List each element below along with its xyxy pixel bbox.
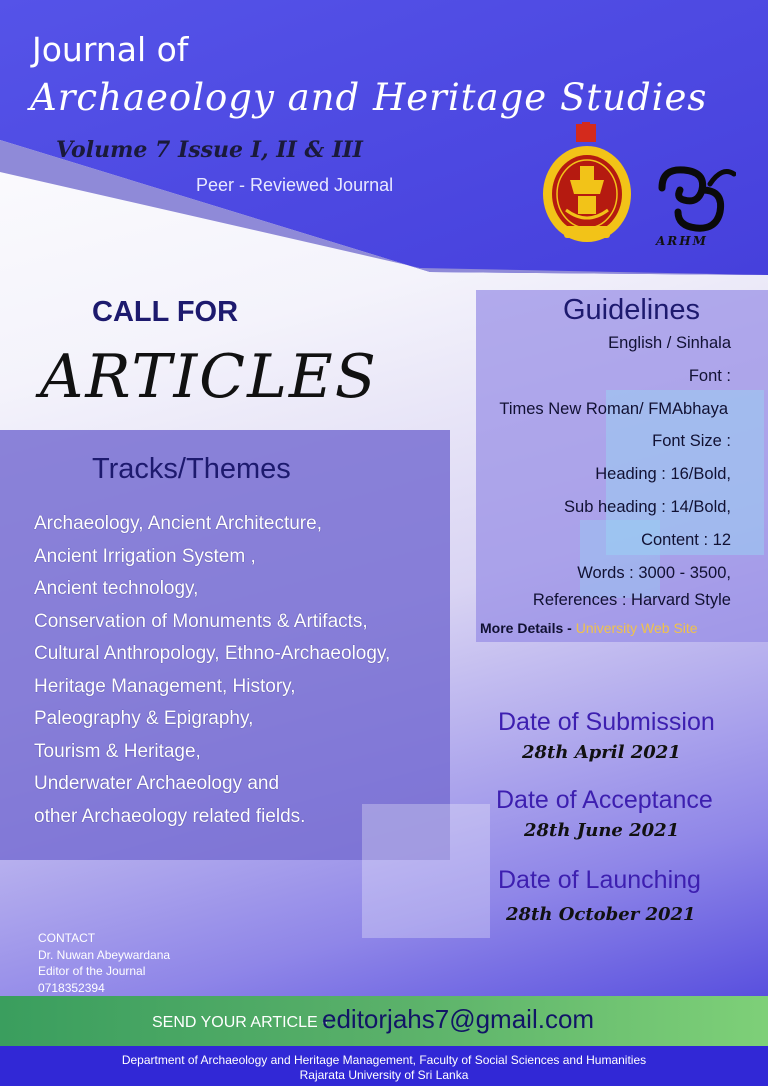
track-item: Heritage Management, History, xyxy=(34,675,296,697)
arhm-logo-text: ARHM xyxy=(656,234,708,248)
track-item: Ancient Irrigation System , xyxy=(34,545,256,567)
contact-block xyxy=(38,930,170,996)
peer-reviewed-label: Peer - Reviewed Journal xyxy=(196,175,394,195)
more-details xyxy=(480,620,698,636)
submission-date-value: 28th April 2021 xyxy=(522,742,681,763)
tracks-heading: Tracks/Themes xyxy=(92,453,291,485)
track-item: Tourism & Heritage, xyxy=(34,740,201,762)
contact-name: Dr. Nuwan Abeywardana xyxy=(38,947,171,962)
guideline-font-size-label: Font Size : xyxy=(652,432,731,450)
submission-email[interactable]: editorjahs7@gmail.com xyxy=(322,1004,595,1034)
tracks-list xyxy=(34,508,390,833)
acceptance-date-label: Date of Acceptance xyxy=(496,786,713,814)
guidelines-heading: Guidelines xyxy=(562,294,700,326)
track-item: Archaeology, Ancient Architecture, xyxy=(34,513,322,534)
journal-title-line1: Journal of xyxy=(32,30,189,69)
track-item: Paleography & Epigraphy, xyxy=(34,708,254,729)
guideline-language: English / Sinhala xyxy=(608,334,731,352)
launching-date-label: Date of Launching xyxy=(498,866,701,894)
university-website-link[interactable]: University Web Site xyxy=(575,620,698,636)
footer-university: Rajarata University of Sri Lanka xyxy=(299,1068,469,1082)
articles-heading: ARTICLES xyxy=(40,342,378,412)
footer-department: Department of Archaeology and Heritage Management, Faculty of Social Sciences and Humanities xyxy=(121,1053,647,1067)
guideline-subheading-size: Sub heading : 14/Bold, xyxy=(564,498,731,516)
guideline-font-label: Font : xyxy=(688,367,731,385)
track-item: Ancient technology, xyxy=(34,578,199,599)
track-item: Underwater Archaeology and xyxy=(34,773,280,794)
track-item: Cultural Anthropology, Ethno-Archaeology, xyxy=(34,643,391,664)
guideline-references: References : Harvard Style xyxy=(532,591,731,609)
track-item: other Archaeology related fields. xyxy=(34,805,306,827)
acceptance-date-value: 28th June 2021 xyxy=(524,820,680,841)
guideline-heading-size: Heading : 16/Bold, xyxy=(595,465,731,483)
contact-phone: 0718352394 xyxy=(38,980,105,995)
volume-issue: Volume 7 Issue I, II & III xyxy=(56,137,363,163)
track-item: Conservation of Monuments & Artifacts, xyxy=(34,610,368,632)
more-details-label: More Details - xyxy=(480,620,576,636)
contact-role: Editor of the Journal xyxy=(38,964,146,978)
university-seal-icon xyxy=(540,122,634,246)
submission-date-label: Date of Submission xyxy=(498,708,715,736)
call-for-heading: CALL FOR xyxy=(92,296,239,328)
guideline-font: Times New Roman/ FMAbhaya xyxy=(499,400,728,418)
send-article-label: SEND YOUR ARTICLE - xyxy=(152,1014,328,1031)
launching-date-value: 28th October 2021 xyxy=(506,904,696,925)
guideline-content-size: Content : 12 xyxy=(641,531,731,549)
guideline-word-count: Words : 3000 - 3500, xyxy=(577,564,731,582)
journal-title-line2: Archaeology and Heritage Studies xyxy=(30,76,708,119)
contact-heading: CONTACT xyxy=(38,931,96,945)
